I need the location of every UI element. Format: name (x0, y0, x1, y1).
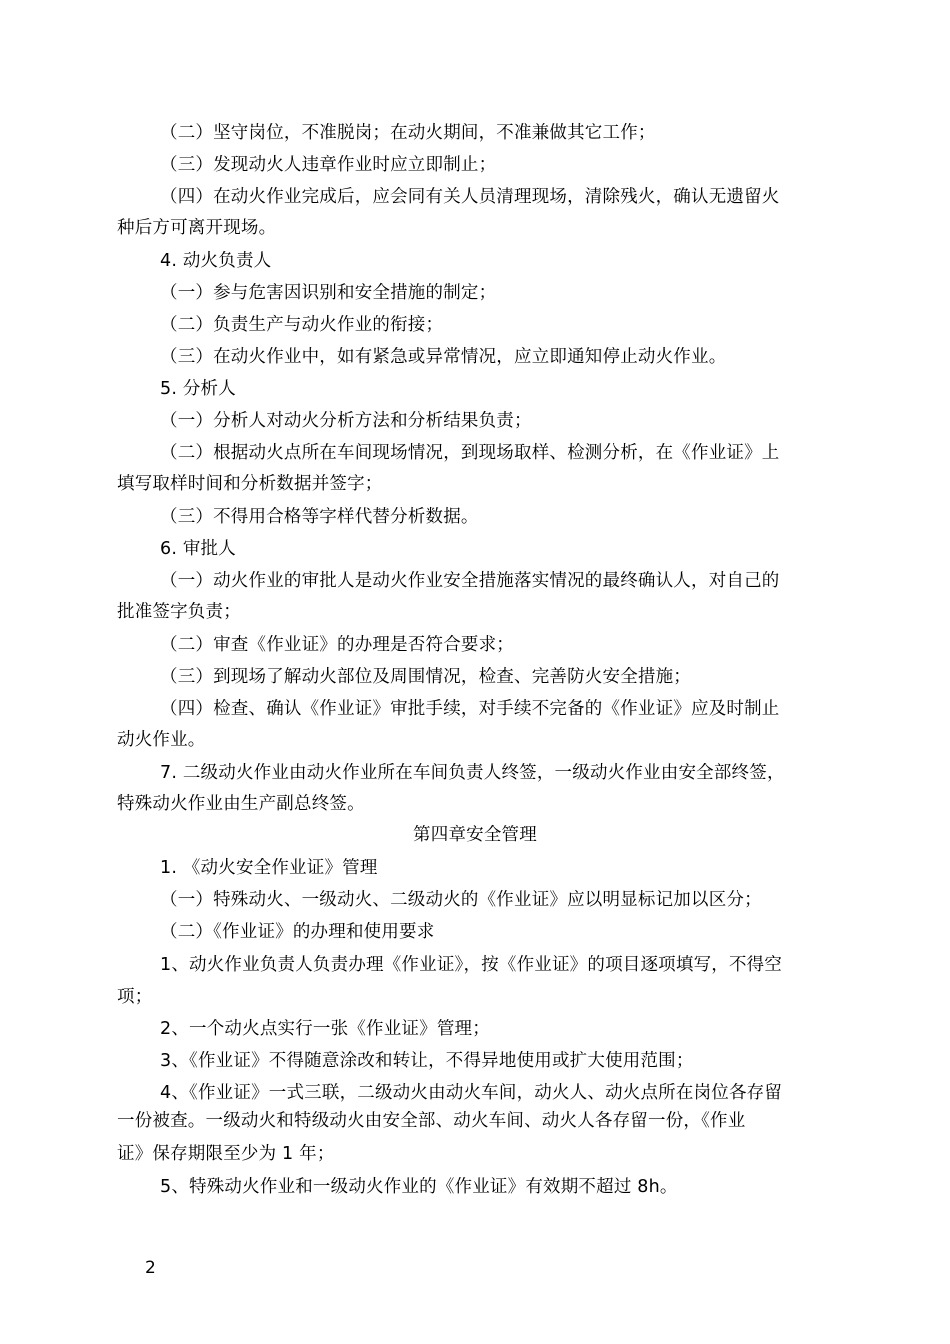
paragraph-line: 动火作业。 (117, 730, 206, 750)
paragraph-line: 特殊动火作业由生产副总终签。 (117, 794, 365, 814)
paragraph-line: 批准签字负责； (117, 602, 241, 622)
paragraph-line: （四）检查、确认《作业证》审批手续，对手续不完备的《作业证》应及时制止 (160, 699, 780, 719)
paragraph-line: 1、动火作业负责人负责办理《作业证》，按《作业证》的项目逐项填写，不得空 (160, 955, 783, 975)
paragraph-line: （一）参与危害因识别和安全措施的制定； (160, 283, 497, 303)
paragraph-line: 3、《作业证》不得随意涂改和转让，不得异地使用或扩大使用范围； (160, 1051, 694, 1071)
paragraph-line: 7. 二级动火作业由动火作业所在车间负责人终签，一级动火作业由安全部终签， (160, 763, 785, 783)
paragraph-line: （一）分析人对动火分析方法和分析结果负责； (160, 411, 532, 431)
paragraph-line: （三）到现场了解动火部位及周围情况，检查、完善防火安全措施； (160, 667, 691, 687)
paragraph-line: 2、一个动火点实行一张《作业证》管理； (160, 1019, 490, 1039)
paragraph-line: （二）根据动火点所在车间现场情况，到现场取样、检测分析，在《作业证》上 (160, 443, 780, 463)
section-heading: 6. 审批人 (160, 539, 236, 559)
paragraph-line: （二）审查《作业证》的办理是否符合要求； (160, 635, 514, 655)
paragraph-line: （三）不得用合格等字样代替分析数据。 (160, 507, 479, 527)
paragraph-line: 种后方可离开现场。 (117, 218, 277, 238)
paragraph-line: 项； (117, 987, 153, 1007)
paragraph-line: 证》保存期限至少为 1 年； (117, 1144, 335, 1164)
section-heading: 4. 动火负责人 (160, 251, 272, 271)
section-heading: 1. 《动火安全作业证》管理 (160, 858, 378, 878)
paragraph-line: （三）在动火作业中，如有紧急或异常情况，应立即通知停止动火作业。 (160, 347, 727, 367)
paragraph-line: 填写取样时间和分析数据并签字； (117, 474, 383, 494)
paragraph-line: （四）在动火作业完成后，应会同有关人员清理现场，清除残火，确认无遗留火 (160, 187, 780, 207)
paragraph-line: （一）动火作业的审批人是动火作业安全措施落实情况的最终确认人，对自己的 (160, 571, 780, 591)
paragraph-line: （一）特殊动火、一级动火、二级动火的《作业证》应以明显标记加以区分； (160, 890, 762, 910)
paragraph-line: （二）坚守岗位，不准脱岗；在动火期间，不准兼做其它工作； (160, 123, 656, 143)
paragraph-line: （二）《作业证》的办理和使用要求 (160, 922, 435, 942)
paragraph-line: 4、《作业证》一式三联，二级动火由动火车间，动火人、动火点所在岗位各存留 (160, 1083, 783, 1103)
section-heading: 5. 分析人 (160, 379, 236, 399)
paragraph-line: （二）负责生产与动火作业的衔接； (160, 315, 444, 335)
paragraph-line: 5、特殊动火作业和一级动火作业的《作业证》有效期不超过 8h。 (160, 1177, 678, 1197)
paragraph-line: 一份被查。一级动火和特级动火由安全部、动火车间、动火人各存留一份，《作业 (117, 1111, 746, 1131)
chapter-title: 第四章安全管理 (413, 825, 537, 845)
page-number: 2 (145, 1258, 156, 1278)
paragraph-line: （三）发现动火人违章作业时应立即制止； (160, 155, 497, 175)
